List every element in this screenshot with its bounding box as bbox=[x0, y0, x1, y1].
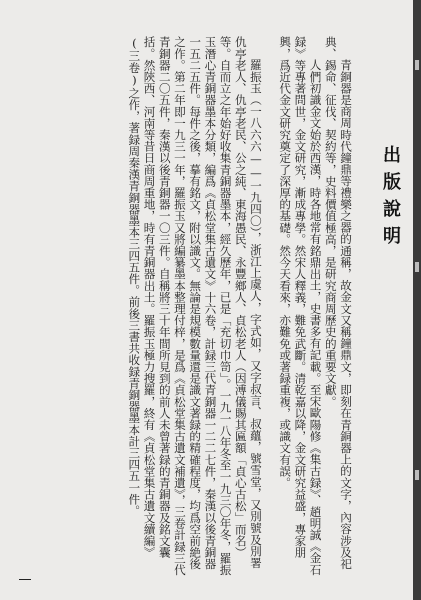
page-title: 出版說明 bbox=[380, 145, 401, 253]
edge-mark bbox=[415, 60, 419, 70]
paragraph-luo-zhenyu: 羅振玉（一八六六——一九四〇），浙江上虞人，字式如，又字叔言、叔蘊，號雪堂，又別號及別署仇亭老人、仇亭老民、公之純、東海愚民、永豐鄉人、貞松老人（因溥儀賜其匾額「貞心古松」而名）等。自而立之年始好收集青銅器墨本，經久歷年，已是「充切巾笥」。一九一八年冬至一九三〇年冬，羅振玉潛心青銅器墨本分類，編爲《貞松堂集古遺文》十六卷，計録三代青銅器一二二七件，秦漢以後青銅器一五二五件。每件之後，摹有銘文，附以識文。無論是規模數量還是識文著録的精確程度，均爲空前絶後之作。第二年即一九三一年，羅振玉又將編纂墨本整理付梓，是爲《貞松堂集古遺文補遺》，三卷計録三代青銅器二〇五件，秦漢以後青銅器一〇三件。自稱將三十年間所見到的前人未曾著録的青銅器及銘文囊括。然陝西、河南等昔日商周重地，時有青銅器出土。羅振玉極力搜羅，終有《貞松堂集古遺文續編》(三卷)之作，著録周秦漢青銅器墨本三四五件。前後三書共收録青銅器墨本計三四五一件。 bbox=[127, 36, 263, 576]
paragraph-intro: 青銅器是商周時代鐘鼎等禮樂之器的通稱，故金文又稱鐘鼎文，即刻在青銅器上的文字，內容涉及祀典、錫命、征伐、契約等，史料價值極高，是研究商周歷史的重要文獻。 bbox=[323, 36, 353, 570]
body-text bbox=[11, 36, 353, 576]
edge-mark bbox=[415, 470, 419, 480]
page-number bbox=[19, 579, 31, 580]
edge-mark bbox=[415, 262, 419, 272]
paragraph-history: 人們初識金文始於西漢，時各地常有銘鼎出土，史書多有記載。至宋歐陽修《集古録》、趙明誠《金石録》等專著問世，金文研究，漸成專學。然宋人釋義，難免武斷。清乾嘉以降，金文研究益盛，專家朋興，爲近代金文研究奠定了深厚的基礎。然今天看來，亦難免或著録重複，或識文有誤。 bbox=[278, 36, 323, 576]
page-edge bbox=[413, 0, 421, 600]
